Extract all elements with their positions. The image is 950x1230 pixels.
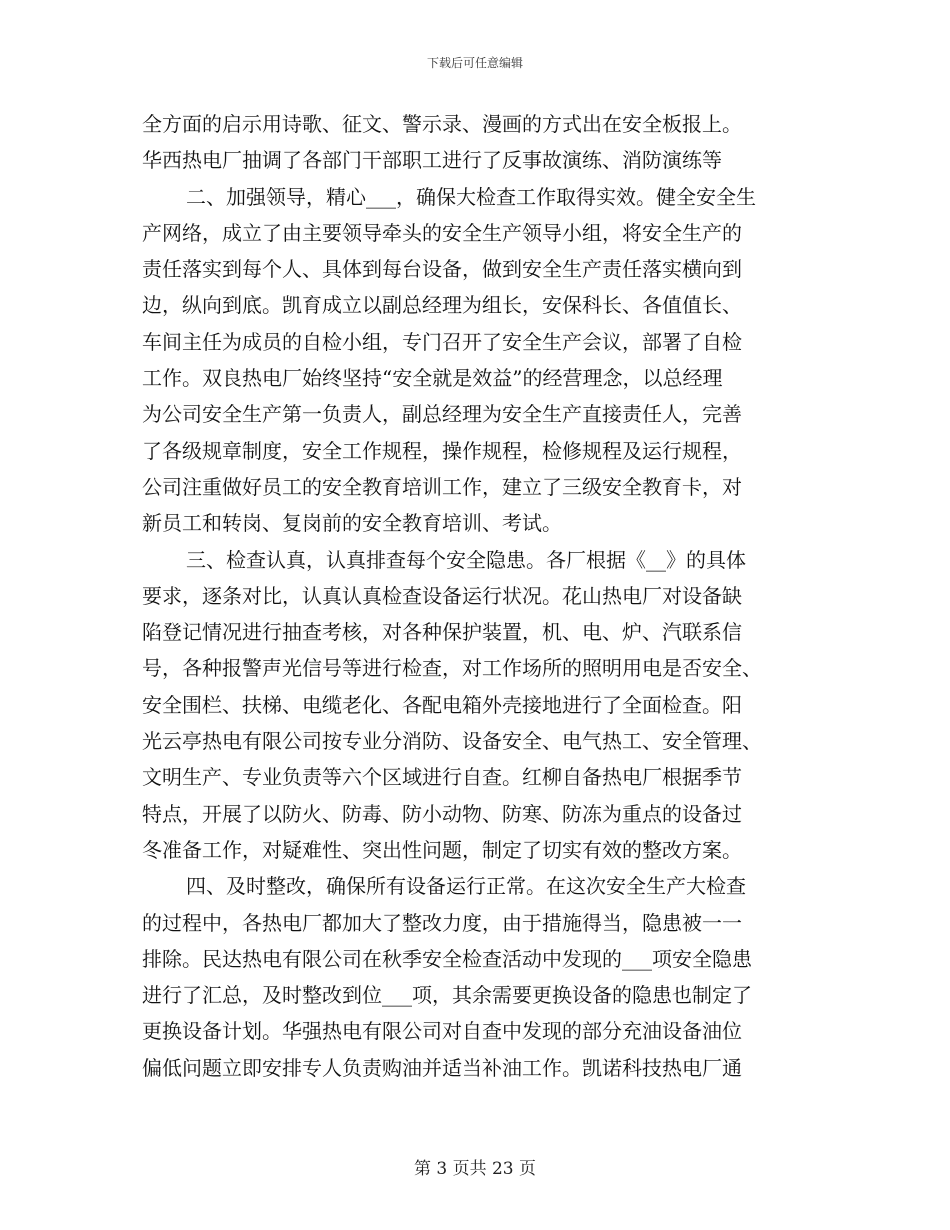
text-line: 偏低问题立即安排专人负责购油并适当补油工作。凯诺科技热电厂通 xyxy=(142,1055,742,1080)
text-line: 全方面的启示用诗歌、征文、警示录、漫画的方式出在安全板报上。 xyxy=(142,112,742,136)
text-line: 产网络，成立了由主要领导牵头的安全生产领导小组，将安全生产的 xyxy=(142,220,742,245)
text-line: 排除。民达热电有限公司在秋季安全检查活动中发现的___项安全隐患 xyxy=(142,946,752,971)
document-body xyxy=(142,106,812,1086)
paragraph-first-line: 四、及时整改，确保所有设备运行正常。在这次安全生产大检查 xyxy=(186,874,746,899)
text-line: 华西热电厂抽调了各部门干部职工进行了反事故演练、消防演练等 xyxy=(142,148,722,173)
text-line: 更换设备计划。华强热电有限公司对自查中发现的部分充油设备油位 xyxy=(142,1019,742,1044)
text-line: 要求，逐条对比，认真认真检查设备运行状况。花山热电厂对设备缺 xyxy=(142,583,742,608)
page-number: 第 3 页共 23 页 xyxy=(413,1159,537,1179)
text-line: 新员工和转岗、复岗前的安全教育培训、考试。 xyxy=(142,511,562,536)
text-line: 号，各种报警声光信号等进行检查，对工作场所的照明用电是否安全、 xyxy=(142,656,762,681)
text-line: 边，纵向到底。凯育成立以副总经理为组长，安保科长、各值值长、 xyxy=(142,293,742,318)
text-line: 责任落实到每个人、具体到每台设备，做到安全生产责任落实横向到 xyxy=(142,257,742,282)
text-line: 冬准备工作，对疑难性、突出性问题，制定了切实有效的整改方案。 xyxy=(142,837,742,862)
text-line: 陷登记情况进行抽查考核，对各种保护装置，机、电、炉、汽联系信 xyxy=(142,620,742,645)
text-line: 为公司安全生产第一负责人，副总经理为安全生产直接责任人，完善 xyxy=(142,402,742,427)
text-line: 了各级规章制度，安全工作规程，操作规程，检修规程及运行规程， xyxy=(142,438,742,463)
text-line: 公司注重做好员工的安全教育培训工作，建立了三级安全教育卡，对 xyxy=(142,474,742,499)
text-line: 特点，开展了以防火、防毒、防小动物、防寒、防冻为重点的设备过 xyxy=(142,801,742,826)
text-line: 进行了汇总，及时整改到位___项，其余需要更换设备的隐患也制定了 xyxy=(142,983,752,1008)
page-header: 下载后可任意编辑 xyxy=(426,56,523,70)
text-line: 光云亭热电有限公司按专业分消防、设备安全、电气热工、安全管理、 xyxy=(142,729,762,754)
text-line: 文明生产、专业负责等六个区域进行自查。红柳自备热电厂根据季节 xyxy=(142,765,742,790)
text-line: 工作。双良热电厂始终坚持“安全就是效益”的经营理念，以总经理 xyxy=(142,366,723,391)
paragraph-first-line: 二、加强领导，精心___，确保大检查工作取得实效。健全安全生 xyxy=(186,184,756,209)
paragraph-first-line: 三、检查认真，认真排查每个安全隐患。各厂根据《__》的具体 xyxy=(186,547,746,572)
text-line: 车间主任为成员的自检小组，专门召开了安全生产会议，部署了自检 xyxy=(142,329,742,354)
text-line: 安全围栏、扶梯、电缆老化、各配电箱外壳接地进行了全面检查。阳 xyxy=(142,692,742,717)
text-line: 的过程中，各热电厂都加大了整改力度，由于措施得当，隐患被一一 xyxy=(142,910,742,935)
